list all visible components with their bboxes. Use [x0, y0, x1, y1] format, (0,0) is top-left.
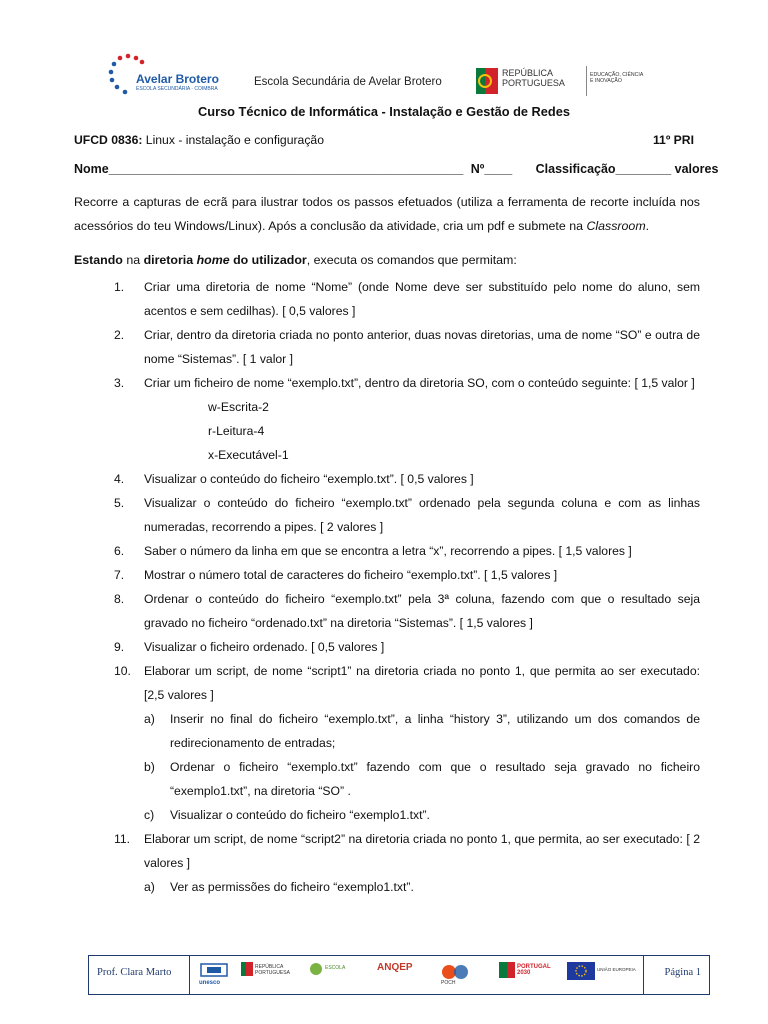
classroom-word: Classroom: [586, 219, 646, 233]
lead-part2: na: [126, 253, 144, 267]
footer-divider: [643, 956, 644, 994]
name-field: Nome___________________________________________________: [74, 162, 464, 176]
edu-line2: E INOVAÇÃO: [590, 78, 622, 84]
portugal2030-logo: [499, 962, 561, 988]
school-footer-label: ESCOLA: [325, 965, 346, 971]
task-list: [74, 275, 700, 899]
anqep-logo: [377, 962, 429, 988]
school-footer-logo: [309, 962, 367, 988]
portugal2030-label: PORTUGAL 2030: [517, 964, 551, 976]
task-item: [74, 491, 700, 539]
task-item: [74, 275, 700, 323]
school-name: Escola Secundária de Avelar Brotero: [254, 76, 442, 88]
task-item: [74, 371, 700, 467]
task-text: Elaborar um script, de nome “script2” na diretoria criada no ponto 1, que permita, ao ser executado: [ 2 valores ]: [144, 832, 700, 870]
subtask-text: Visualizar o conteúdo do ficheiro “exemplo1.txt”.: [170, 808, 430, 822]
task-item: [74, 539, 700, 563]
subtask-item: [144, 803, 700, 827]
task-text: Ordenar o conteúdo do ficheiro “exemplo.txt” pela 3ª coluna, fazendo com que o resultado seja gravado no ficheiro “ordenado.txt” na diretoria “Sistemas”. [ 1,5 valores ]: [144, 592, 700, 630]
task-item: [74, 563, 700, 587]
republica-footer-logo: [241, 962, 301, 988]
task-text: Visualizar o conteúdo do ficheiro “exemplo.txt”. [ 0,5 valores ]: [144, 472, 474, 486]
subtask-letter: b): [144, 760, 155, 774]
task-number: 6.: [114, 544, 125, 558]
logo-divider: [586, 66, 587, 96]
task-text: Criar uma diretoria de nome “Nome” (onde Nome deve ser substituído pelo nome do aluno, sem acentos e sem cedilhas). [ 0,5 valores ]: [144, 280, 700, 318]
subtask-text: Ordenar o ficheiro “exemplo.txt” fazendo com que o resultado seja gravado no ficheiro “exemplo1.txt”, na diretoria “SO” .: [170, 760, 700, 798]
task-text: Criar, dentro da diretoria criada no ponto anterior, duas novas diretorias, uma de nome “SO” e outra de nome “Sistemas”. [ 1 valor ]: [144, 328, 700, 366]
unesco-logo: [199, 962, 235, 988]
eu-label: UNIÃO EUROPEIA: [597, 967, 636, 972]
instructions-end: .: [645, 219, 650, 233]
task-item: [74, 635, 700, 659]
subtask-text: Inserir no final do ficheiro “exemplo.txt”, a linha “history 3”, utilizando um dos comandos de redirecionamento de entradas;: [170, 712, 700, 750]
task-text: Saber o número da linha em que se encontra a letra “x”, recorrendo a pipes. [ 1,5 valores ]: [144, 544, 632, 558]
page-footer: [88, 955, 710, 995]
poch-label: POCH: [441, 980, 456, 986]
footer-divider: [189, 956, 190, 994]
teacher-name: Prof. Clara Marto: [97, 967, 172, 978]
subtask-text: Ver as permissões do ficheiro “exemplo1.txt”.: [170, 880, 414, 894]
ufcd-description: Linux - instalação e configuração: [142, 133, 324, 147]
task-number: 11.: [114, 832, 131, 846]
file-content-line: x-Executável-1: [208, 448, 289, 462]
task-item: [74, 323, 700, 371]
course-title: Curso Técnico de Informática - Instalação e Gestão de Redes: [198, 104, 570, 119]
portugal-emblem-icon: [241, 962, 253, 976]
task-item: [74, 587, 700, 635]
lead-part6: , executa os comandos que permitam:: [306, 253, 517, 267]
task-lead: [74, 253, 517, 267]
task-text: Criar um ficheiro de nome “exemplo.txt”, dentro da diretoria SO, com o conteúdo seguinte: [ 1,5 valor ]: [144, 376, 695, 390]
subtask-letter: a): [144, 712, 155, 726]
student-info-line: [74, 162, 719, 176]
leaf-icon: [309, 962, 323, 976]
unesco-label: unesco: [199, 980, 221, 986]
brand-name: Avelar Brotero: [136, 72, 219, 86]
poch-icon: [439, 962, 479, 982]
school-logo: [108, 52, 218, 100]
unesco-icon: [199, 962, 229, 978]
task-text: Elaborar um script, de nome “script1” na diretoria criada no ponto 1, que permita ao ser executado: [2,5 valores ]: [144, 664, 700, 702]
task-number: 10.: [114, 664, 131, 678]
eu-logo: [567, 962, 637, 988]
instructions-text: Recorre a capturas de ecrã para ilustrar todos os passos efetuados (utiliza a ferramenta de recorte incluída nos acessórios do teu Windows/Linux). Após a conclusão da atividade, cria um pdf e submete na: [74, 195, 700, 233]
lead-home: home: [196, 253, 230, 267]
class-label: 11º PRI: [652, 133, 694, 147]
republica-line1: REPÚBLICA: [502, 68, 554, 78]
task-text: Visualizar o conteúdo do ficheiro “exemplo.txt” ordenado pela segunda coluna e com as linhas numeradas, recorrendo a pipes. [ 2 valores ]: [144, 496, 700, 534]
number-field: Nº____: [470, 162, 513, 176]
portugal2030-icon: [499, 962, 515, 978]
republica-logo: [476, 66, 646, 98]
eu-flag-icon: [567, 962, 595, 980]
ufcd-line: [74, 133, 324, 147]
portugal-emblem-icon: [476, 68, 498, 94]
republica-footer-label: REPÚBLICA PORTUGUESA: [255, 964, 290, 976]
task-text: Visualizar o ficheiro ordenado. [ 0,5 valores ]: [144, 640, 385, 654]
task-number: 5.: [114, 496, 125, 510]
edu-line1: EDUCAÇÃO, CIÊNCIA: [590, 72, 644, 78]
task-number: 1.: [114, 280, 125, 294]
file-content-line: w-Escrita-2: [208, 400, 269, 414]
task-number: 2.: [114, 328, 125, 342]
task-number: 8.: [114, 592, 125, 606]
subtask-item: [144, 875, 700, 899]
lead-part3: diretoria: [143, 253, 197, 267]
task-item: [74, 467, 700, 491]
task-item: [74, 659, 700, 827]
subtask-item: [144, 707, 700, 755]
file-content-line: r-Leitura-4: [208, 424, 265, 438]
lead-part1: Estando: [74, 253, 127, 267]
poch-logo: [439, 962, 489, 988]
task-number: 7.: [114, 568, 125, 582]
ufcd-code: UFCD 0836:: [74, 133, 143, 147]
task-text: Mostrar o número total de caracteres do ficheiro “exemplo.txt”. [ 1,5 valores ]: [144, 568, 558, 582]
task-number: 4.: [114, 472, 125, 486]
instructions-paragraph: [74, 190, 700, 238]
subtask-letter: c): [144, 808, 155, 822]
grade-field: Classificação________ valores: [535, 162, 719, 176]
republica-line2: PORTUGUESA: [502, 78, 565, 88]
page-number: Página 1: [664, 967, 701, 978]
task-number: 3.: [114, 376, 125, 390]
anqep-label: ANQEP: [377, 962, 413, 973]
lead-part5: do utilizador: [229, 253, 307, 267]
subtask-item: [144, 755, 700, 803]
task-item: [74, 827, 700, 899]
task-number: 9.: [114, 640, 125, 654]
subtask-letter: a): [144, 880, 155, 894]
brand-subtitle: ESCOLA SECUNDÁRIA · COIMBRA: [136, 86, 218, 92]
